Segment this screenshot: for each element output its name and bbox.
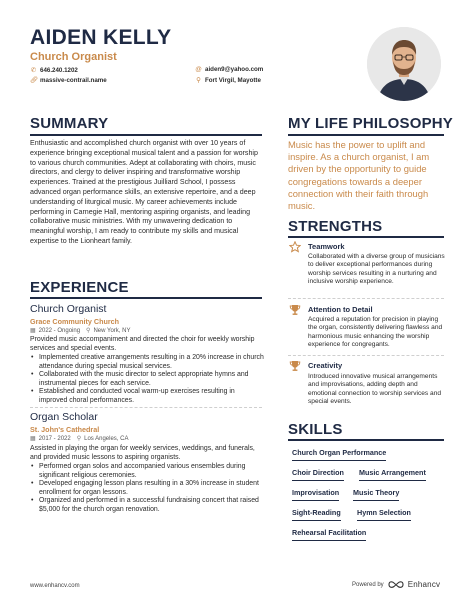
skills-heading: SKILLS bbox=[288, 421, 343, 438]
calendar-icon: ▦ bbox=[30, 328, 36, 334]
star-icon bbox=[289, 241, 301, 253]
candidate-name: AIDEN KELLY bbox=[30, 26, 172, 49]
location-pin-icon: ⚲ bbox=[86, 328, 91, 334]
contact-location bbox=[195, 76, 261, 84]
job-dates: 2022 - Ongoing bbox=[38, 327, 81, 334]
strength-title: Creativity bbox=[308, 361, 343, 370]
strength-divider bbox=[288, 355, 444, 356]
skill-tag: Sight-Reading bbox=[292, 508, 341, 521]
skill-tag: Church Organ Performance bbox=[292, 448, 386, 461]
candidate-role: Church Organist bbox=[30, 51, 117, 63]
job-location: New York, NY bbox=[93, 327, 131, 334]
footer-website[interactable]: www.enhancv.com bbox=[30, 583, 80, 589]
avatar bbox=[367, 27, 441, 101]
skills-rule bbox=[288, 439, 444, 441]
email-text[interactable]: aiden9@yahoo.com bbox=[205, 66, 264, 73]
job-company: St. John's Cathedral bbox=[30, 425, 100, 434]
list-item: • Established and conducted vocal warm-up exercises resulting in improved choral performances. bbox=[30, 388, 264, 405]
contact-website bbox=[30, 76, 107, 84]
list-item: • Implemented creative arrangements resulting in a 20% increase in church attendance during special musical services. bbox=[30, 354, 264, 371]
job-dates: 2017 - 2022 bbox=[38, 435, 71, 442]
skill-tag: Improvisation bbox=[292, 488, 339, 501]
summary-heading: SUMMARY bbox=[30, 115, 109, 132]
calendar-icon: ▦ bbox=[30, 436, 36, 442]
website-text[interactable]: massive-contrail.name bbox=[40, 76, 107, 84]
job-divider bbox=[30, 407, 262, 408]
skill-tag: Music Theory bbox=[353, 488, 399, 501]
trophy-icon bbox=[289, 360, 301, 372]
strength-title: Attention to Detail bbox=[308, 305, 373, 314]
phone-text: 646.240.1202 bbox=[40, 66, 78, 74]
list-item: • Developed engaging lesson plans resulting in a 30% increase in student enrollment for organ lessons. bbox=[30, 480, 264, 497]
philosophy-heading: MY LIFE PHILOSOPHY bbox=[288, 115, 454, 132]
job-title: Organ Scholar bbox=[30, 411, 98, 423]
link-icon: 🔗︎ bbox=[30, 77, 39, 84]
philosophy-rule bbox=[288, 134, 444, 136]
contact-email bbox=[195, 66, 263, 73]
contact-phone bbox=[30, 66, 78, 74]
experience-rule bbox=[30, 297, 262, 299]
list-item: • Collaborated with the music director to select appropriate hymns and instrumental pieces for each service. bbox=[30, 371, 264, 388]
job-description: Assisted in playing the organ for weekly services, weddings, and funerals, and provided music lessons to aspiring organists. bbox=[30, 445, 255, 461]
list-item: • Performed organ solos and accompanied various ensembles during significant religious ceremonies. bbox=[30, 463, 264, 480]
job-description: Provided music accompaniment and directed the choir for weekly worship services and special events. bbox=[30, 336, 255, 352]
summary-text: Enthusiastic and accomplished church organist with over 10 years of experience bringing exceptional musical talent and a passion for worship to various church communities. Adept at collaborating with choirs, music directors, and clergy to deliver inspiring and transformative worship experiences. Trained at the prestigious Juilliard School, I possess advanced organ performance skills, an extensive repertoire, and a deep understanding of liturgical music. My career achievements include performing in Carnegie Hall, mentoring aspiring organists, and leading collaborative music ministries. With my unwavering dedication to meaningful worship, I am ready to contribute my skills and musical expertise to the Lionheart family. bbox=[30, 139, 258, 245]
philosophy-text: Music has the power to uplift and inspire. As a church organist, I am driven by the opportunity to guide congregations towards a deeper connection with their faith through music. bbox=[288, 139, 430, 212]
job-title: Church Organist bbox=[30, 303, 107, 315]
location-pin-icon: ⚲ bbox=[196, 77, 201, 84]
strength-text: Collaborated with a diverse group of musicians to deliver exceptional performances during worship services resulting in a nurturing and inclusive worship experience. bbox=[308, 253, 445, 286]
job-bullets bbox=[30, 354, 264, 406]
footer-powered-by bbox=[352, 580, 440, 589]
strengths-heading: STRENGTHS bbox=[288, 218, 383, 235]
skill-tag: Rehearsal Facilitation bbox=[292, 528, 366, 541]
strength-text: Acquired a reputation for precision in playing the organ, consistently delivering flawless and harmonious music enhancing the worship experience for congregants. bbox=[308, 316, 443, 349]
phone-icon: ✆ bbox=[30, 67, 37, 74]
at-icon: @ bbox=[195, 66, 202, 73]
trophy-icon bbox=[289, 304, 301, 316]
job-meta bbox=[30, 435, 128, 442]
enhancv-logo-icon bbox=[388, 580, 404, 589]
skill-tag: Choir Direction bbox=[292, 468, 344, 481]
location-text: Fort Virgil, Mayotte bbox=[205, 76, 261, 84]
job-meta bbox=[30, 327, 130, 334]
strengths-rule bbox=[288, 236, 444, 238]
job-company: Grace Community Church bbox=[30, 317, 120, 326]
strength-title: Teamwork bbox=[308, 242, 345, 251]
profile-photo bbox=[367, 27, 441, 101]
skill-tag: Hymn Selection bbox=[357, 508, 411, 521]
strength-divider bbox=[288, 298, 444, 299]
summary-rule bbox=[30, 134, 262, 136]
job-bullets bbox=[30, 463, 264, 515]
powered-by-label: Powered by bbox=[352, 581, 384, 588]
experience-heading: EXPERIENCE bbox=[30, 279, 129, 296]
list-item: • Organized and performed in a successful fundraising concert that raised $5,000 for the church organ renovation. bbox=[30, 497, 264, 514]
skill-tag: Music Arrangement bbox=[359, 468, 426, 481]
brand-name: Enhancv bbox=[407, 580, 441, 589]
location-pin-icon: ⚲ bbox=[76, 436, 82, 442]
strength-text: Introduced innovative musical arrangements and improvisations, adding depth and emotional connection to worship services and special events. bbox=[308, 373, 442, 406]
job-location: Los Angeles, CA bbox=[84, 435, 129, 442]
